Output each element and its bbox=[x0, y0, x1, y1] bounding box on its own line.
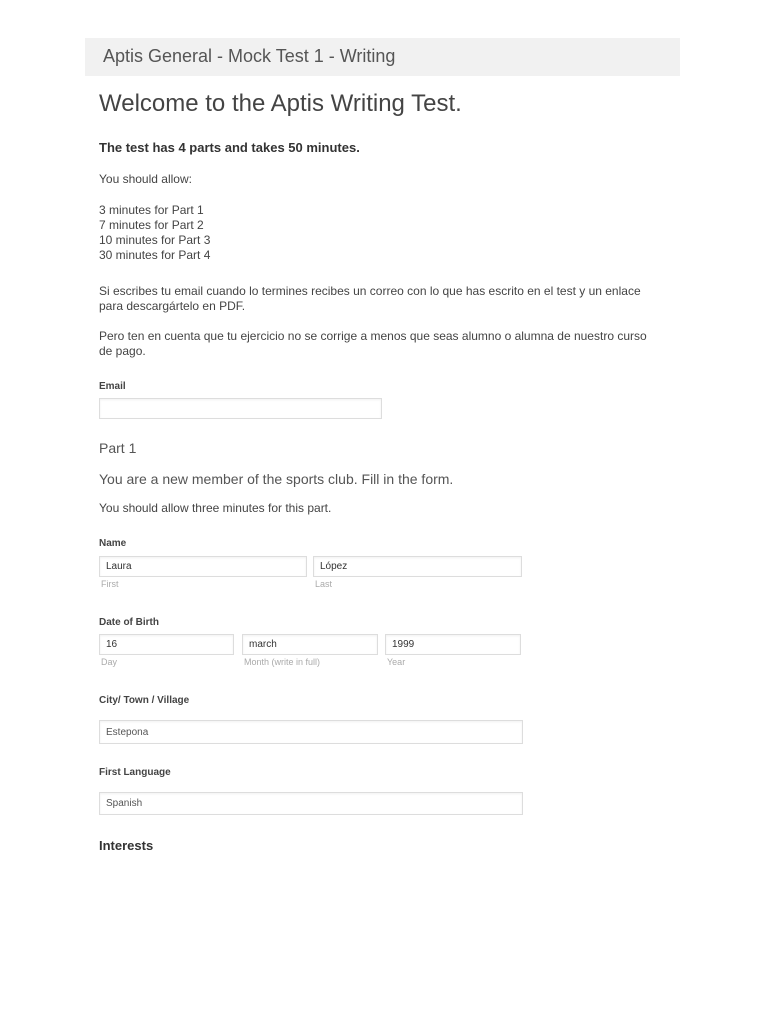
timing-item: 7 minutes for Part 2 bbox=[99, 218, 204, 232]
first-language-input[interactable]: Spanish bbox=[99, 792, 523, 815]
timing-item: 30 minutes for Part 4 bbox=[99, 248, 211, 262]
email-label: Email bbox=[99, 381, 126, 392]
name-label: Name bbox=[99, 538, 127, 549]
first-name-input[interactable]: Laura bbox=[99, 556, 307, 577]
timing-item: 3 minutes for Part 1 bbox=[99, 203, 204, 217]
last-name-sublabel: Last bbox=[315, 579, 333, 589]
last-name-input[interactable]: López bbox=[313, 556, 522, 577]
dob-day-input[interactable]: 16 bbox=[99, 634, 234, 655]
dob-label: Date of Birth bbox=[99, 617, 159, 628]
email-note: Si escribes tu email cuando lo termines recibes un correo con lo que has escrito en el test y un enlace para descargártelo en PDF. bbox=[99, 284, 641, 313]
page-title: Aptis General - Mock Test 1 - Writing bbox=[103, 46, 396, 66]
email-input[interactable] bbox=[99, 398, 382, 419]
dob-year-input[interactable]: 1999 bbox=[385, 634, 521, 655]
page-header bbox=[85, 38, 680, 76]
correction-note: Pero ten en cuenta que tu ejercicio no se corrige a menos que seas alumno o alumna de nuestro curso de pago. bbox=[99, 329, 647, 358]
dob-year-sublabel: Year bbox=[387, 657, 406, 667]
city-label: City/ Town / Village bbox=[99, 695, 190, 706]
allow-label: You should allow: bbox=[99, 172, 192, 186]
interests-heading: Interests bbox=[99, 838, 154, 853]
timing-item: 10 minutes for Part 3 bbox=[99, 233, 211, 247]
dob-month-input[interactable]: march bbox=[242, 634, 378, 655]
test-summary: The test has 4 parts and takes 50 minutes. bbox=[99, 140, 360, 155]
part1-instruction: You are a new member of the sports club. Fill in the form. bbox=[99, 471, 454, 487]
dob-day-sublabel: Day bbox=[101, 657, 118, 667]
welcome-title: Welcome to the Aptis Writing Test. bbox=[99, 90, 462, 117]
timing-list bbox=[99, 203, 210, 263]
city-input[interactable]: Estepona bbox=[99, 720, 523, 744]
first-name-sublabel: First bbox=[101, 579, 119, 589]
part1-allow: You should allow three minutes for this part. bbox=[99, 501, 332, 515]
part1-heading: Part 1 bbox=[99, 440, 137, 456]
first-language-label: First Language bbox=[99, 767, 171, 778]
dob-month-sublabel: Month (write in full) bbox=[244, 657, 321, 667]
